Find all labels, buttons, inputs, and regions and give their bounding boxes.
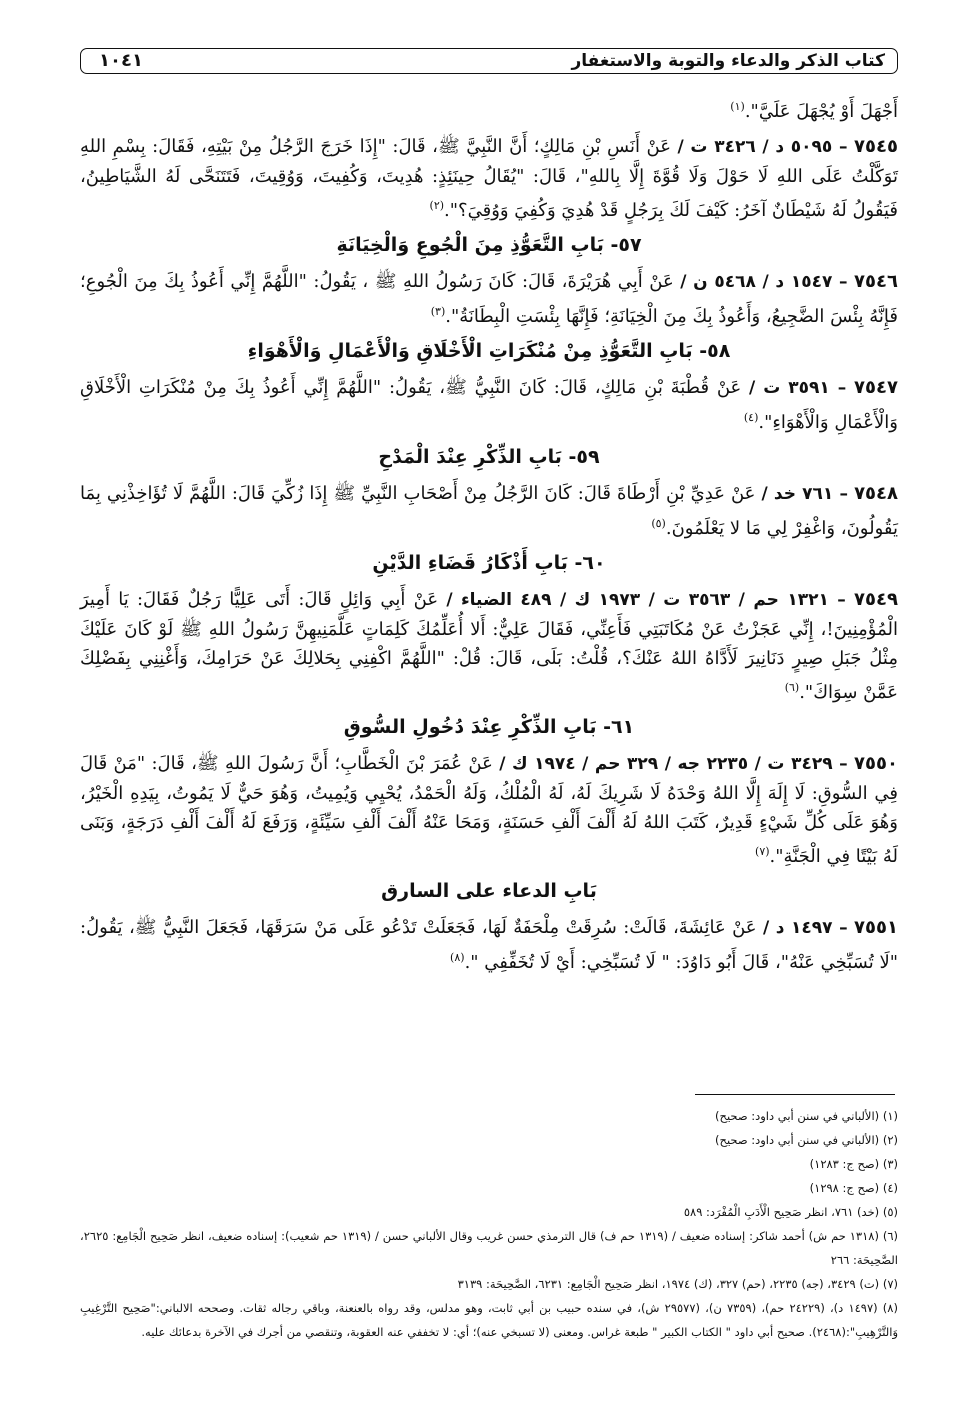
hadith-7550 <box>80 749 898 871</box>
page-number: ١٠٤١ <box>99 50 143 71</box>
paragraph-text: أَجْهَلَ أَوْ يُجْهَلَ عَلَيَّ". <box>744 101 898 122</box>
footnote-3: (٣) (صح ج: ١٢٨٣) <box>809 1157 898 1171</box>
hadith-references: – ٥٠٩٥ د / ٣٤٢٦ ت / <box>677 137 848 157</box>
hadith-references: – ١٥٤٧ د / ٥٤٦٨ ن / <box>680 272 848 292</box>
main-text <box>80 92 898 983</box>
footnote-marker: (٦) <box>784 681 800 694</box>
hadith-text: عَنْ أَبِي وَائِلٍ قَالَ: أَتَى عَلِيًّا رَجُلٌ فَقَالَ: يَا أَمِيرَ الْمُؤْمِنِينَ!، إِنِّي عَجَزْتُ عَنْ مُكَاتَبَتِي فَأَعِنِّي، فَقَالَ عَلِيٌّ: أَلا أُعَلِّمُكَ كَلِمَاتٍ عَلَّمَنِيهِنَّ رَسُولُ اللهِ ﷺ لَوْ كَانَ عَلَيْكَ مِثْلُ جَبَلِ صِيرٍ دَنَانِيرَ لَأَدَّاهُ اللهُ عَنْكَ؟، قُلْتُ: بَلَى، قَالَ: قُلْ: "اللَّهُمَّ اكْفِنِي بِحَلالِكَ عَنْ حَرَامِكَ، وَأَغْنِنِي بِفَضْلِكَ عَمَّنْ سِوَاكَ". <box>80 589 898 703</box>
chapter-heading-57: ٥٧- بَابِ التَّعَوُّذِ مِنَ الْجُوعِ وَالْخِيَانَةِ <box>336 234 642 256</box>
running-header <box>80 48 898 74</box>
continued-paragraph <box>80 92 898 126</box>
hadith-number: ٧٥٥٠ <box>854 753 898 774</box>
hadith-text: عَنْ عَدِيِّ بْنِ أَرْطَاةَ قَالَ: كَانَ الرَّجُلُ مِنْ أَصْحَابِ النَّبِيِّ ﷺ إِذَا زُكِّيَ قَالَ: اللَّهُمَّ لَا تُؤَاخِذْنِي بِمَا يَقُولُونَ، وَاغْفِرْ لِي مَا لا يَعْلَمُونَ. <box>80 483 898 539</box>
footnote-marker: (٢) <box>429 199 445 212</box>
hadith-number: ٧٥٤٨ <box>854 483 899 504</box>
footnote-2: (٢) (الألباني في سنن أبي داود: صحيح) <box>715 1133 898 1147</box>
hadith-number: ٧٥٥١ <box>854 917 898 938</box>
hadith-references: – ٣٤٢٩ ت / ٢٢٣٥ جه / ٣٢٩ حم / ١٩٧٤ ك / <box>499 754 848 774</box>
hadith-references: – ١٤٩٧ د / <box>762 918 848 938</box>
footnote-7: (٧) (ت) ٣٤٢٩، (جه) ٢٢٣٥، (حم) ٣٢٧، (ك) ١٩٧٤، انظر صَحِيح الْجَامِع: ٦٢٣١، الصَّحِيحَة: ٣١٣٩ <box>457 1277 898 1291</box>
footnote-1: (١) (الألباني في سنن أبي داود: صحيح) <box>715 1109 898 1123</box>
hadith-7545 <box>80 132 898 225</box>
hadith-text: عَنْ عَائِشَةَ، قَالَتْ: سُرِقَتْ مِلْحَفَةٌ لَهَا، فَجَعَلَتْ تَدْعُو عَلَى مَنْ سَرَقَهَا، فَجَعَلَ النَّبِيُّ ﷺ، يَقُولُ: "لَا تُسَبِّخِي عَنْهُ"، قَالَ أَبُو دَاوُدَ: " لَا تُسَبِّخِي: أَيْ لَا تُخَفِّفِي ". <box>80 917 898 973</box>
hadith-7549 <box>80 585 898 707</box>
hadith-7551 <box>80 913 898 977</box>
hadith-7548 <box>80 479 898 543</box>
footnote-5: (٥) (خد) ٧٦١، انظر صَحِيح الْأَدَبِ الْمُفْرَد: ٥٨٩ <box>683 1205 898 1219</box>
chapter-heading-59: ٥٩- بَابِ الذِّكْرِ عِنْدَ الْمَدْحِ <box>378 446 600 468</box>
footnote-marker: (٣) <box>430 305 446 318</box>
footnotes <box>80 1104 898 1344</box>
hadith-text: عَنْ أَبِي هُرَيْرَةَ، قَالَ: كَانَ رَسُولُ اللهِ ﷺ ، يَقُولُ: "اللَّهُمَّ إِنِّي أَعُوذُ بِكَ مِنَ الْجُوعِ؛ فَإِنَّهُ بِئْسَ الضَّجِيعُ، وَأَعُوذُ بِكَ مِنَ الْخِيَانَةِ؛ فَإِنَّهَا بِئْسَتِ الْبِطَانَةُ". <box>80 271 898 327</box>
hadith-references: – ٣٥٩١ ت / <box>749 378 847 398</box>
footnote-marker: (١) <box>730 100 745 113</box>
chapter-heading-58: ٥٨- بَابِ التَّعَوُّذِ مِنْ مُنْكَرَاتِ الْأَخْلَاقِ وَالْأَعْمَالِ وَالْأَهْوَاءِ <box>247 340 731 362</box>
footnote-8: (٨) (١٤٩٧ د)، (٢٤٢٢٩ حم)، (٧٣٥٩ ن)، (٢٩٥٧٧ ش)، في سنده حبيب بن أبي ثابت، وهو مدلس، وقد رواه بالعنعنة، وباقي رجاله ثقات. وصححه الالباني:"صَحِيح التَّرْغِيبِ وَالتَّرْهِيبِ":(٢٤٦٨). صحيح أبي داود " الكتاب الكبير " طبعة غراس. ومعنى (لا تسبخي عنه)؛ أي: لا تخففي عنه العقوبة، وتنقصي من أجرك في الآخرة بدعائك عليه. <box>80 1301 898 1339</box>
footnote-marker: (٧) <box>755 845 770 858</box>
footnote-marker: (٨) <box>450 951 465 964</box>
chapter-heading-60: ٦٠- بَابِ أَذْكَارُ قَضَاءِ الدَّيْنِ <box>372 552 606 574</box>
hadith-number: ٧٥٤٧ <box>854 377 898 398</box>
footnote-separator <box>695 1094 895 1095</box>
hadith-number: ٧٥٤٩ <box>854 589 898 610</box>
footnote-4: (٤) (صح ج: ١٢٩٨) <box>809 1181 898 1195</box>
hadith-references: – ١٣٢١ حم / ٣٥٦٣ ت / ١٩٧٣ ك / ٤٨٩ الضياء / <box>446 590 846 610</box>
footnote-marker: (٥) <box>651 517 666 530</box>
book-title: كتاب الذكر والدعاء والتوبة والاستغفار <box>571 51 885 71</box>
chapter-heading-thief: بَابِ الدعاء على السارق <box>381 880 597 902</box>
chapter-heading-61: ٦١- بَابِ الذِّكْرِ عِنْدَ دُخُولِ السُّوقِ <box>343 716 635 738</box>
hadith-text: عَنْ قُطْبَةَ بْنِ مَالِكٍ، قَالَ: كَانَ النَّبِيُّ ﷺ، يَقُولُ: "اللَّهُمَّ إِنِّي أَعُوذُ بِكَ مِنْ مُنْكَرَاتِ الْأَخْلَاقِ وَالْأَعْمَالِ وَالْأَهْوَاءِ". <box>80 377 898 433</box>
hadith-text: عَنْ أَنَسِ بْنِ مَالِكٍ؛ أَنَّ النَّبِيَّ ﷺ، قَالَ: "إِذَا خَرَجَ الرَّجُلُ مِنْ بَيْتِهِ، فَقَالَ: بِسْمِ اللهِ تَوَكَّلْتُ عَلَى اللهِ لَا حَوْلَ وَلَا قُوَّةَ إِلَّا بِاللهِ"، قَالَ: "يُقَالُ حِينَئِذٍ: هُدِيتَ، وَكُفِيتَ، وَوُقِيتَ، فَتَتَنَحَّى لَهُ الشَّيَاطِينُ، فَيَقُولُ لَهُ شَيْطَانٌ آخَرُ: كَيْفَ لَكَ بِرَجُلٍ قَدْ هُدِيَ وَكُفِيَ وَوُقِيَ؟". <box>80 136 898 221</box>
hadith-7547 <box>80 373 898 437</box>
footnote-6: (٦) (١٣١٨ حم ش) أحمد شاكر: إسناده ضعيف / (١٣١٩ حم ف) قال الترمذي حسن غريب وقال الألباني حسن / (١٣١٩ حم شعيب): إسناده ضعيف، انظر صَحِيح الْجَامِع: ٢٦٢٥، الصَّحِيحَة: ٢٦٦ <box>80 1229 898 1267</box>
hadith-text: عَنْ عُمَرَ بْنَ الْخَطَّابِ؛ أَنَّ رَسُولَ اللهِ ﷺ، قَالَ: "مَنْ قَالَ فِي السُّوقِ: لَا إِلَهَ إِلَّا اللهُ وَحْدَهُ لَا شَرِيكَ لَهُ، لَهُ الْمُلْكُ، وَلَهُ الْحَمْدُ، يُحْيِي وَيُمِيتُ، وَهُوَ حَيٌّ لَا يَمُوتُ، بِيَدِهِ الْخَيْرُ، وَهُوَ عَلَى كُلِّ شَيْءٍ قَدِيرٌ، كَتَبَ اللهُ لَهُ أَلْفَ أَلْفِ حَسَنَةٍ، وَمَحَا عَنْهُ أَلْفَ أَلْفِ سَيِّئَةٍ، وَرَفَعَ لَهُ أَلْفَ أَلْفِ دَرَجَةٍ، وَبَنَى لَهُ بَيْتًا فِي الْجَنَّةِ". <box>80 753 898 867</box>
hadith-number: ٧٥٤٥ <box>854 136 898 157</box>
hadith-7546 <box>80 267 898 331</box>
hadith-number: ٧٥٤٦ <box>854 271 898 292</box>
hadith-references: – ٧٦١ خد / <box>761 484 849 504</box>
footnote-marker: (٤) <box>743 411 759 424</box>
